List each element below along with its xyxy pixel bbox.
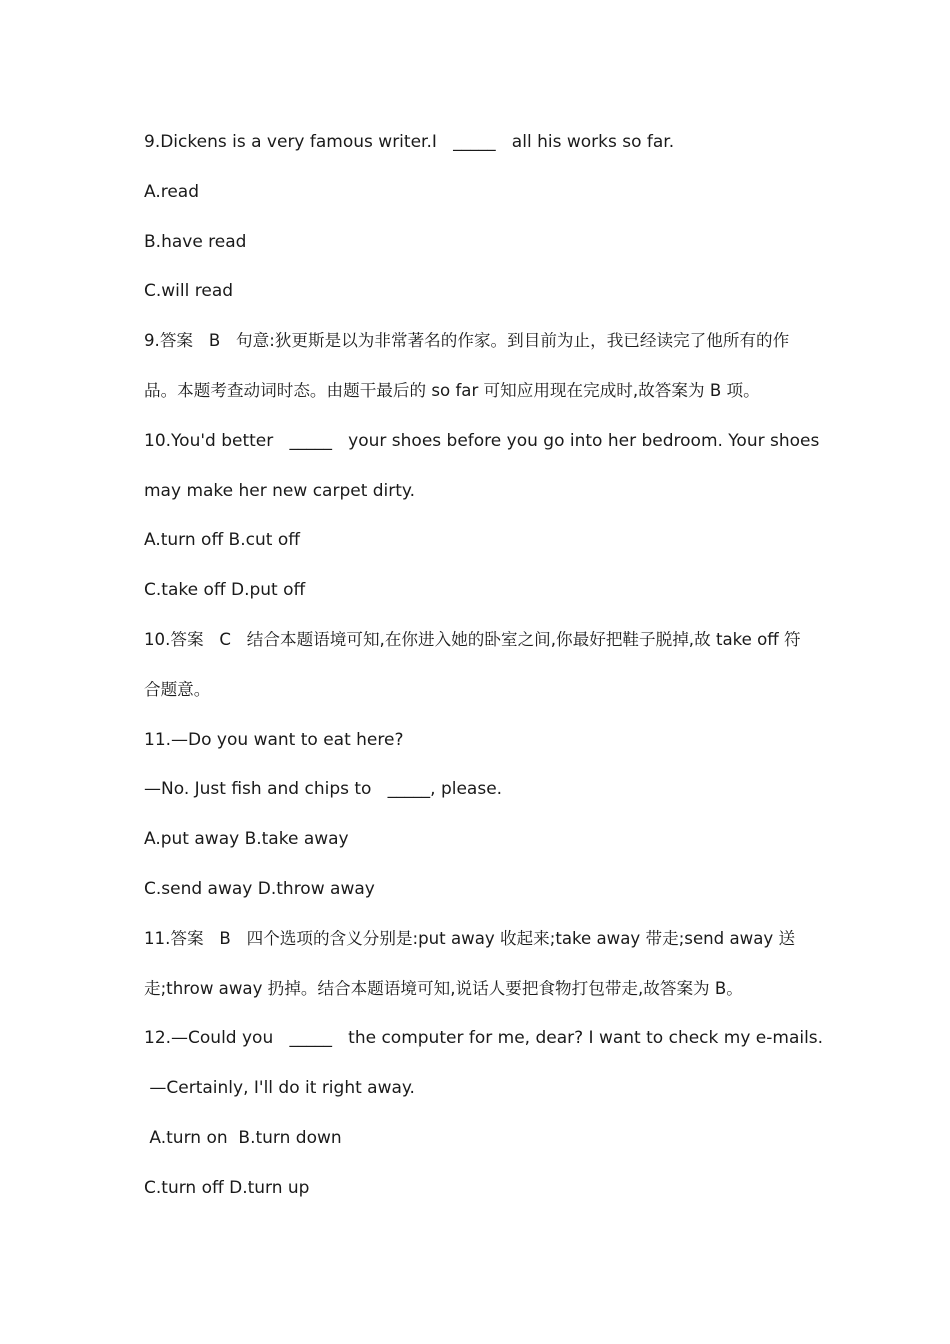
question-10-options-cd: C.take off D.put off: [144, 580, 306, 601]
question-11-options-ab: A.put away B.take away: [144, 829, 349, 850]
question-9-option-c: C.will read: [144, 281, 234, 302]
question-10-options-ab: A.turn off B.cut off: [144, 530, 300, 551]
question-12-stem-line-1: 12.—Could you _____ the computer for me, dear? I want to check my e-mails.: [144, 1028, 824, 1049]
question-10-stem-line-1: 10.You'd better _____ your shoes before you go into her bedroom. Your shoes: [144, 430, 820, 451]
question-9-option-a: A.read: [144, 181, 200, 202]
question-12-options-cd: C.turn off D.turn up: [144, 1177, 310, 1198]
question-11-stem-line-2: —No. Just fish and chips to _____, please.: [144, 779, 503, 800]
question-10-answer-line-1: 10.答案 C 结合本题语境可知,在你进入她的卧室之间,你最好把鞋子脱掉,故 take off 符: [144, 629, 801, 649]
question-11-answer-line-2: 走;throw away 扔掉。结合本题语境可知,说话人要把食物打包带走,故答案为 B。: [144, 978, 743, 998]
question-10-stem-line-2: may make her new carpet dirty.: [144, 480, 415, 501]
question-11-options-cd: C.send away D.throw away: [144, 878, 375, 899]
document-page: [144, 126, 824, 1222]
question-10-answer-line-2: 合题意。: [144, 679, 211, 699]
question-9-answer-line-2: 品。本题考查动词时态。由题干最后的 so far 可知应用现在完成时,故答案为 B 项。: [144, 380, 760, 400]
question-9-option-b: B.have read: [144, 231, 247, 252]
question-9-stem: 9.Dickens is a very famous writer.I _____ all his works so far.: [144, 132, 675, 152]
question-11-stem-line-1: 11.—Do you want to eat here?: [144, 729, 404, 750]
question-9-answer-line-1: 9.答案 B 句意:狄更斯是以为非常著名的作家。到目前为止，我已经读完了他所有的作: [144, 331, 790, 351]
question-11-answer-line-1: 11.答案 B 四个选项的含义分别是:put away 收起来;take away 带走;send away 送: [144, 928, 796, 948]
question-12-stem-line-2: —Certainly, I'll do it right away.: [144, 1078, 415, 1099]
question-12-options-ab: A.turn on B.turn down: [144, 1127, 342, 1148]
